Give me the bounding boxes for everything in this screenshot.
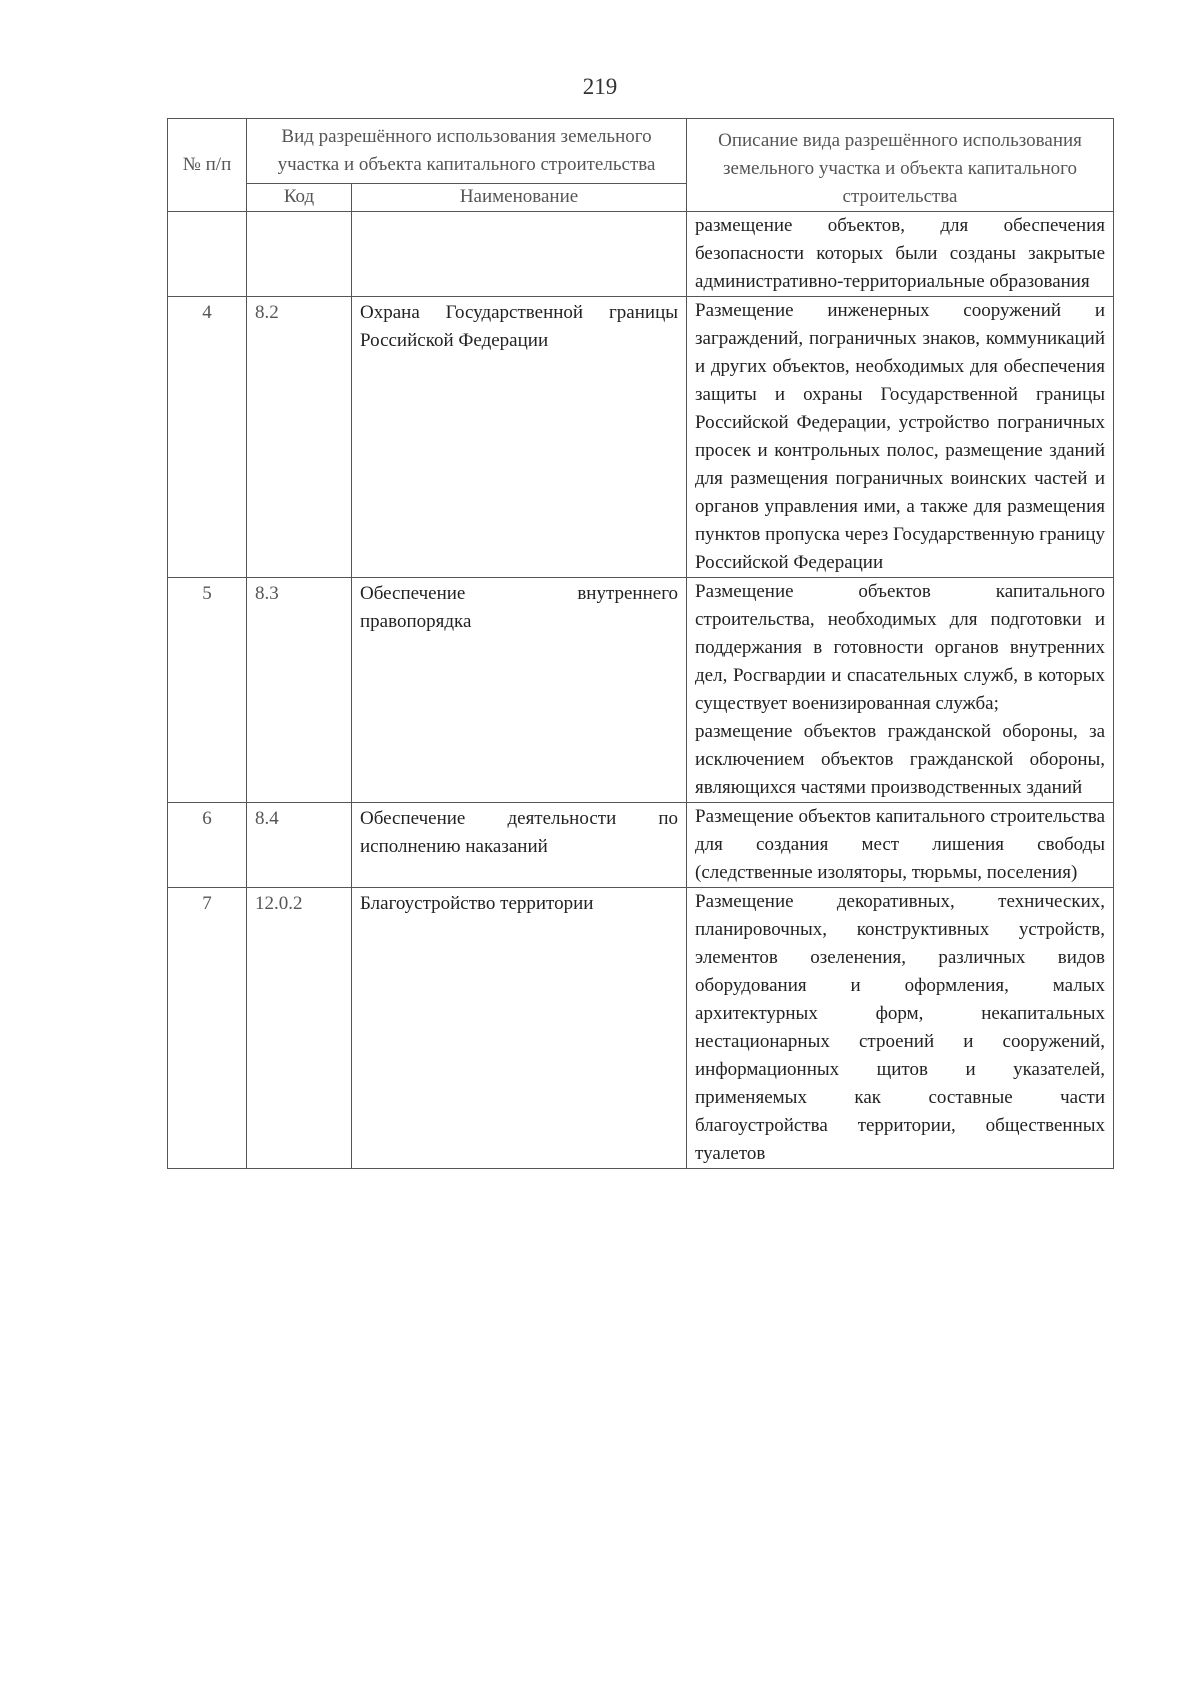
row-name: Обеспечение внутреннего правопорядка	[352, 578, 687, 803]
row-desc	[687, 578, 1114, 803]
row-desc-paragraph: Размещение объектов капитального строительства для создания мест лишения свободы (следственные изоляторы, тюрьмы, поселения)	[695, 806, 1106, 883]
header-num: № п/п	[168, 119, 247, 212]
row-code: 8.2	[247, 297, 352, 578]
row-desc	[687, 888, 1114, 1169]
row-num: 5	[168, 578, 247, 803]
table-row	[168, 297, 1114, 578]
header-code: Код	[247, 184, 352, 212]
table-row	[168, 803, 1114, 888]
row-desc-paragraph: Размещение объектов капитального строительства, необходимых для подготовки и поддержания в готовности органов внутренних дел, Росгвардии и спасательных служб, в которых существует военизированная служба;	[695, 581, 1106, 714]
table-row	[168, 212, 1114, 297]
row-desc-paragraph: размещение объектов гражданской обороны, за исключением объектов гражданской обороны, являющихся частями производственных зданий	[695, 721, 1106, 798]
row-code: 8.3	[247, 578, 352, 803]
row-desc-paragraph: размещение объектов, для обеспечения безопасности которых были созданы закрытые административно-территориальные образования	[695, 215, 1106, 292]
table-row	[168, 578, 1114, 803]
row-name: Обеспечение деятельности по исполнению наказаний	[352, 803, 687, 888]
row-desc	[687, 803, 1114, 888]
row-name: Благоустройство территории	[352, 888, 687, 1169]
row-name: Охрана Государственной границы Российской Федерации	[352, 297, 687, 578]
row-num: 7	[168, 888, 247, 1169]
row-code: 12.0.2	[247, 888, 352, 1169]
table-row	[168, 888, 1114, 1169]
row-name	[352, 212, 687, 297]
header-group: Вид разрешённого использования земельного участка и объекта капитального строительства	[247, 119, 687, 184]
header-desc: Описание вида разрешённого использования земельного участка и объекта капитального строительства	[687, 119, 1114, 212]
row-desc	[687, 212, 1114, 297]
row-num	[168, 212, 247, 297]
row-desc	[687, 297, 1114, 578]
land-use-table	[167, 118, 1114, 1169]
page-number: 219	[582, 74, 618, 99]
header-name: Наименование	[352, 184, 687, 212]
row-num: 4	[168, 297, 247, 578]
row-desc-paragraph: Размещение инженерных сооружений и заграждений, пограничных знаков, коммуникаций и других объектов, необходимых для обеспечения защиты и охраны Государственной границы Российской Федерации, устройство пограничных просек и контрольных полос, размещение зданий для размещения пограничных воинских частей и органов управления ими, а также для размещения пунктов пропуска через Государственную границу Российской Федерации	[695, 300, 1106, 573]
row-num: 6	[168, 803, 247, 888]
row-code: 8.4	[247, 803, 352, 888]
row-code	[247, 212, 352, 297]
table-header-row	[168, 119, 1114, 184]
row-desc-paragraph: Размещение декоративных, технических, планировочных, конструктивных устройств, элементов озеленения, различных видов оборудования и оформления, малых архитектурных форм, некапитальных нестационарных строений и сооружений, информационных щитов и указателей, применяемых как составные части благоустройства территории, общественных туалетов	[695, 891, 1106, 1164]
